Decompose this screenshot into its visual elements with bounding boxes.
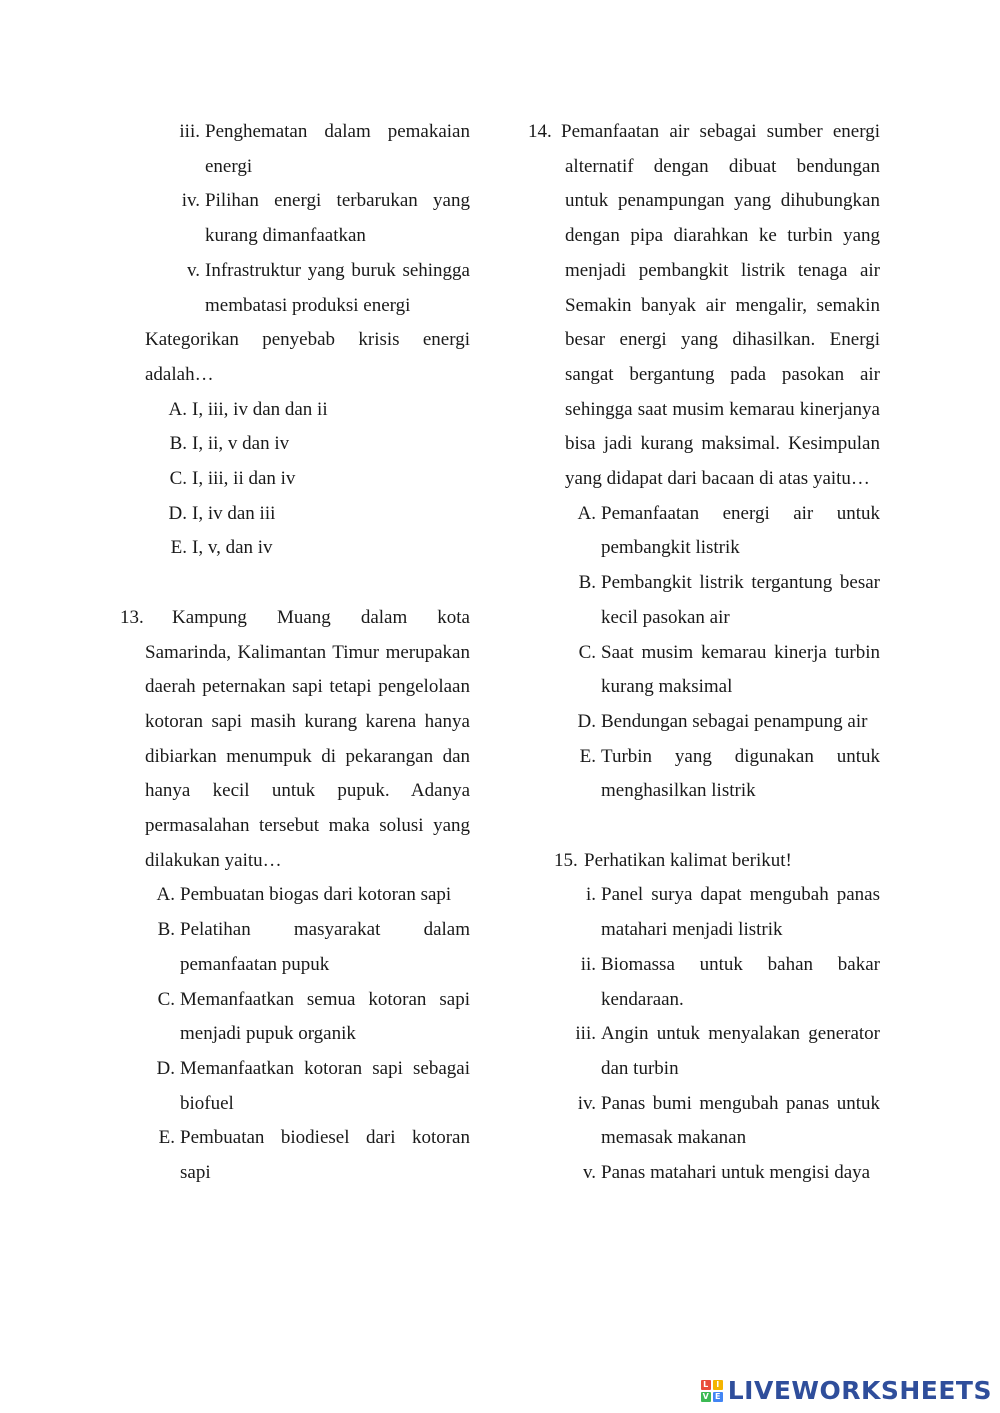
- statement-item: [528, 878, 880, 947]
- item-marker: iii.: [179, 121, 200, 142]
- option-marker: E.: [158, 1127, 175, 1149]
- option-text: Pemanfaatan energi air untuk pembangkit listrik: [601, 502, 880, 559]
- answer-option[interactable]: [528, 740, 880, 809]
- logo-tile: V: [702, 1391, 709, 1401]
- item-text: Biomassa untuk bahan bakar kendaraan.: [601, 953, 880, 1010]
- item-text: Panel surya dapat mengubah panas matahari menjadi listrik: [601, 884, 880, 941]
- statement-item: [528, 1017, 880, 1086]
- option-marker: D.: [168, 502, 187, 524]
- item-text: Infrastruktur yang buruk sehingga membatasi produksi energi: [205, 259, 470, 316]
- option-text: I, ii, v dan iv: [192, 433, 290, 455]
- roman-item: [120, 115, 470, 184]
- item-text: Panas bumi mengubah panas untuk memasak makanan: [601, 1092, 880, 1149]
- item-text: Pilihan energi terbarukan yang kurang dimanfaatkan: [205, 190, 470, 247]
- left-column: [120, 115, 470, 1191]
- option-marker: A.: [156, 884, 175, 906]
- question-first-line: Perhatikan kalimat berikut!: [584, 849, 792, 871]
- question-prompt: Kategorikan penyebab krisis energi adalah…: [145, 329, 470, 385]
- option-text: Bendungan sebagai penampung air: [601, 710, 868, 732]
- question-13-header: [120, 601, 470, 636]
- answer-option[interactable]: [528, 636, 880, 705]
- logo-tile: I: [713, 1380, 723, 1390]
- answer-option[interactable]: [120, 913, 470, 982]
- option-marker: A.: [577, 502, 596, 524]
- liveworksheets-logo[interactable]: [701, 1376, 992, 1405]
- option-text: I, iii, iv dan dan ii: [192, 398, 328, 420]
- right-column: [528, 115, 880, 1191]
- statement-item: [528, 1087, 880, 1156]
- answer-option[interactable]: [120, 531, 470, 566]
- answer-option[interactable]: [120, 878, 470, 913]
- option-text: Pembuatan biogas dari kotoran sapi: [180, 884, 452, 906]
- option-text: Pelatihan masyarakat dalam pemanfaatan pupuk: [180, 919, 470, 975]
- question-first-line: Kampung Muang dalam kota: [172, 606, 470, 628]
- question-number: 15.: [554, 849, 578, 871]
- question-number: 13.: [120, 606, 144, 628]
- statement-item: [528, 948, 880, 1017]
- question-first-line: Pemanfaatan air sebagai sumber energi: [561, 121, 880, 142]
- option-marker: A.: [168, 398, 187, 420]
- option-marker: B.: [578, 572, 596, 594]
- item-marker: i.: [585, 884, 596, 906]
- question-number: 14.: [528, 121, 552, 142]
- answer-option[interactable]: [528, 705, 880, 740]
- answer-option[interactable]: [120, 462, 470, 497]
- answer-option[interactable]: [120, 1052, 470, 1121]
- question-14-text: alternatif dengan dibuat bendungan untuk penampungan yang dihubungkan dengan pipa diarahkan ke turbin yang menjadi pembangkit listrik tenaga air Semakin banyak air mengalir, semakin besar energi yang dihasilkan. Energi sangat bergantung pada pasokan air sehingga saat musim kemarau kinerjanya bisa jadi kurang maksimal. Kesimpulan yang didapat dari bacaan di atas yaitu…: [565, 155, 880, 490]
- question-14-header: [528, 115, 880, 150]
- logo-tile: E: [713, 1392, 723, 1402]
- item-marker: iv.: [181, 190, 200, 212]
- option-text: Turbin yang digunakan untuk menghasilkan listrik: [601, 745, 880, 802]
- option-marker: B.: [157, 919, 175, 941]
- option-text: Pembangkit listrik tergantung besar kecil pasokan air: [601, 572, 880, 628]
- option-marker: C.: [578, 641, 596, 663]
- roman-item: [120, 184, 470, 253]
- question-13-text: Samarinda, Kalimantan Timur merupakan daerah peternakan sapi tetapi pengelolaan kotoran sapi masih kurang karena hanya dibiarkan menumpuk di pekarangan dan hanya kecil untuk pupuk. Adanya permasalahan tersebut maka solusi yang dilakukan yaitu…: [145, 641, 470, 871]
- answer-option[interactable]: [120, 393, 470, 428]
- item-marker: iv.: [577, 1092, 596, 1114]
- option-marker: C.: [169, 468, 187, 490]
- option-marker: B.: [169, 433, 187, 455]
- option-marker: D.: [156, 1057, 175, 1079]
- statement-item: [528, 1156, 880, 1191]
- option-marker: D.: [577, 710, 596, 732]
- item-text: Penghematan dalam pemakaian energi: [205, 121, 470, 177]
- item-marker: iii.: [575, 1023, 596, 1045]
- option-text: Memanfaatkan kotoran sapi sebagai biofuel: [180, 1057, 470, 1114]
- option-text: I, iii, ii dan iv: [192, 468, 296, 490]
- option-text: Pembuatan biodiesel dari kotoran sapi: [180, 1127, 470, 1184]
- logo-text: LIVEWORKSHEETS: [727, 1376, 992, 1405]
- item-marker: ii.: [580, 953, 596, 975]
- option-marker: E.: [170, 537, 187, 559]
- option-text: Memanfaatkan semua kotoran sapi menjadi pupuk organik: [180, 988, 470, 1045]
- item-text: Panas matahari untuk mengisi daya: [601, 1162, 871, 1184]
- answer-option[interactable]: [528, 497, 880, 566]
- answer-option[interactable]: [120, 497, 470, 532]
- answer-option[interactable]: [120, 1121, 470, 1190]
- option-text: I, v, dan iv: [192, 537, 273, 559]
- option-marker: E.: [579, 745, 596, 767]
- roman-item: [120, 254, 470, 323]
- option-text: Saat musim kemarau kinerja turbin kurang maksimal: [601, 641, 880, 698]
- option-marker: C.: [157, 988, 175, 1010]
- item-marker: v.: [186, 259, 200, 281]
- logo-tiles-icon: [701, 1380, 723, 1402]
- logo-tile: L: [701, 1380, 711, 1390]
- answer-option[interactable]: [528, 566, 880, 635]
- answer-option[interactable]: [120, 983, 470, 1052]
- answer-option[interactable]: [120, 427, 470, 462]
- item-text: Angin untuk menyalakan generator dan turbin: [601, 1023, 880, 1079]
- question-15-header: [528, 844, 880, 879]
- option-text: I, iv dan iii: [192, 502, 276, 524]
- item-marker: v.: [582, 1162, 596, 1184]
